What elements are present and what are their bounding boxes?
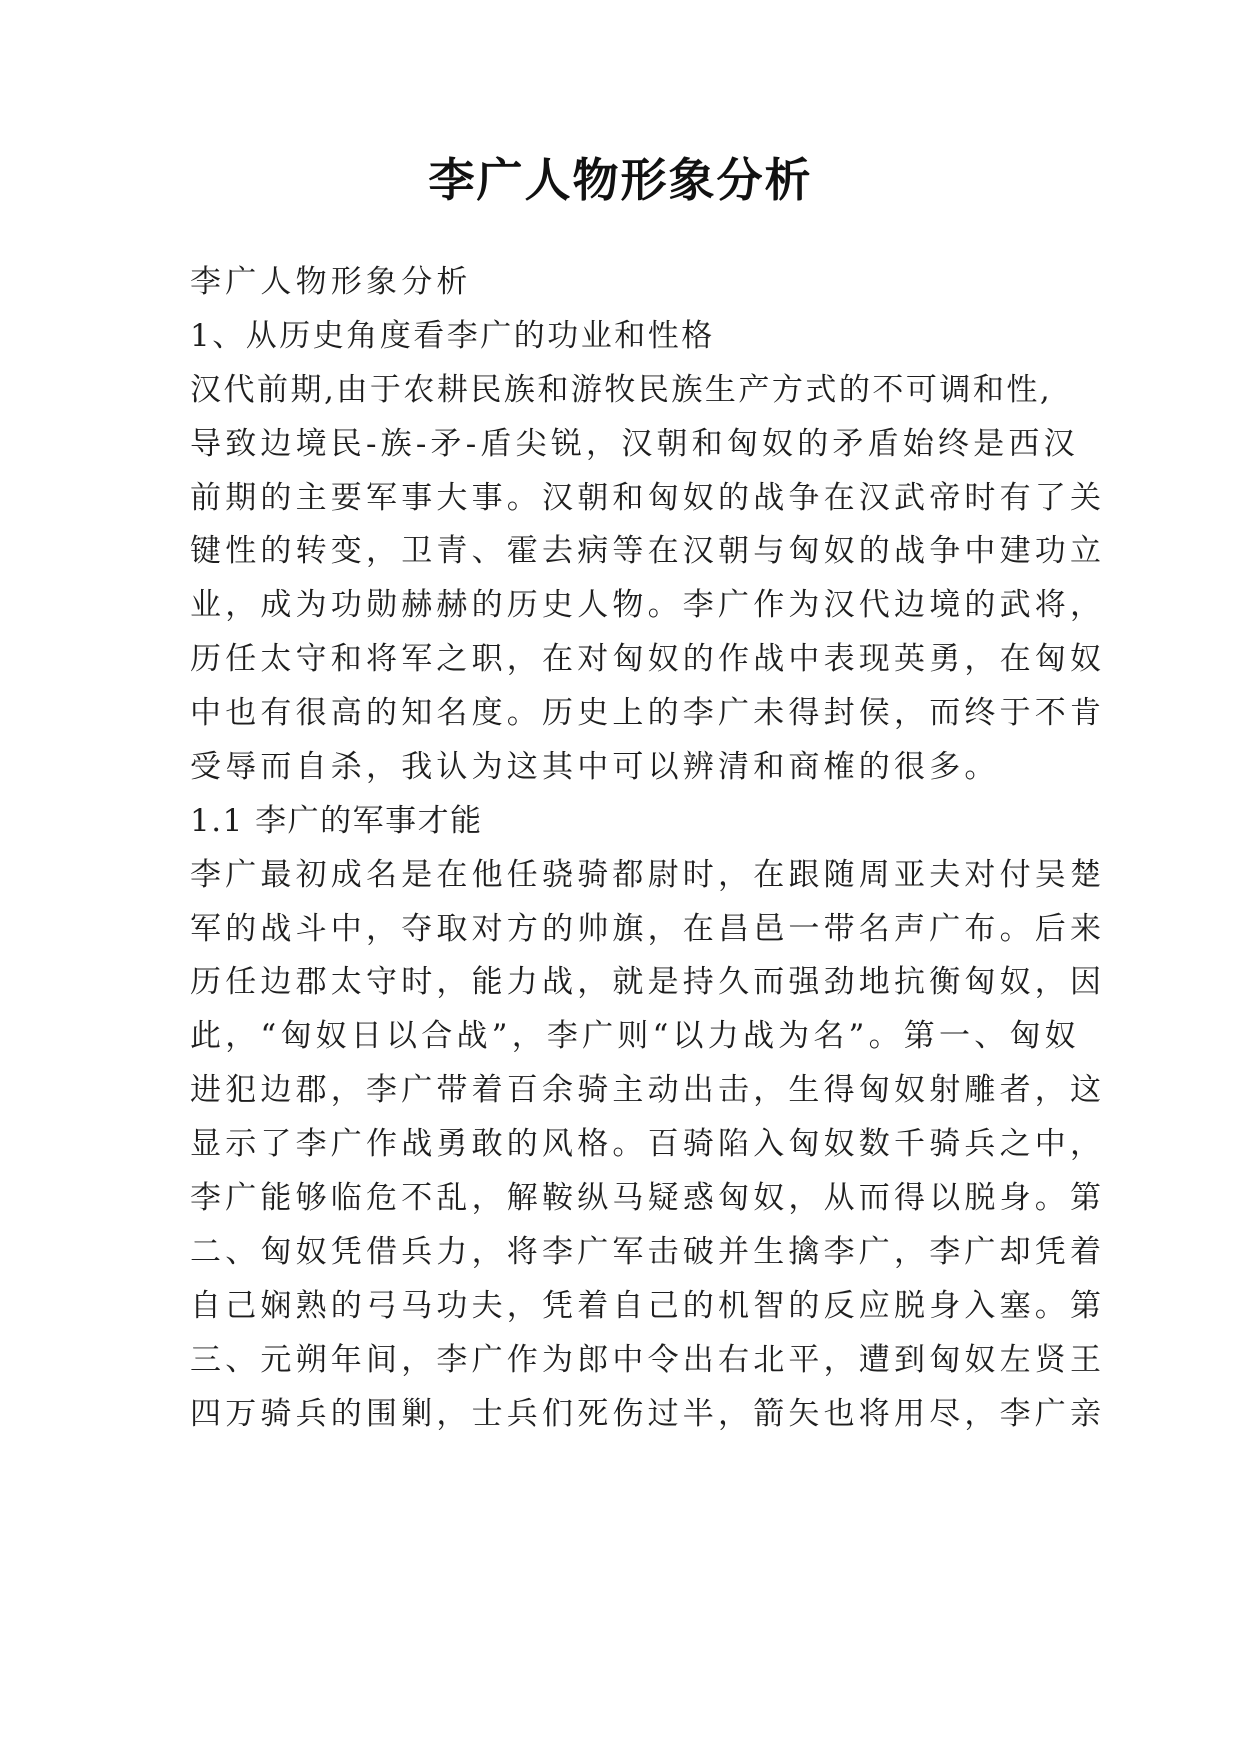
paragraph-line: 二、匈奴凭借兵力，将李广军击破并生擒李广，李广却凭着 — [190, 1234, 1106, 1270]
paragraph-line: 导致边境民-族-矛-盾尖锐，汉朝和匈奴的矛盾始终是西汉 — [190, 426, 1079, 462]
paragraph-line: 中也有很高的知名度。历史上的李广未得封侯，而终于不肯 — [190, 695, 1106, 731]
paragraph-line: 历任边郡太守时，能力战，就是持久而强劲地抗衡匈奴，因 — [190, 964, 1106, 1000]
paragraph-line: 业，成为功勋赫赫的历史人物。李广作为汉代边境的武将， — [190, 587, 1106, 623]
paragraph-line: 进犯边郡，李广带着百余骑主动出击，生得匈奴射雕者，这 — [190, 1072, 1106, 1108]
section-heading: 李广人物形象分析 — [190, 264, 472, 300]
paragraph-line: 军的战斗中，夺取对方的帅旗，在昌邑一带名声广布。后来 — [190, 911, 1106, 947]
subsection-heading: 1.1 李广的军事才能 — [190, 803, 483, 839]
paragraph-line: 三、元朔年间，李广作为郎中令出右北平，遭到匈奴左贤王 — [190, 1342, 1106, 1378]
paragraph-line: 显示了李广作战勇敢的风格。百骑陷入匈奴数千骑兵之中， — [190, 1126, 1106, 1162]
paragraph-line: 前期的主要军事大事。汉朝和匈奴的战争在汉武帝时有了关 — [190, 480, 1106, 516]
document-title: 李广人物形象分析 — [428, 153, 813, 207]
paragraph-line: 此，“匈奴日以合战”，李广则“以力战为名”。第一、匈奴 — [190, 1018, 1080, 1054]
paragraph-line: 受辱而自杀，我认为这其中可以辨清和商榷的很多。 — [190, 749, 1000, 785]
paragraph-line: 李广最初成名是在他任骁骑都尉时，在跟随周亚夫对付吴楚 — [190, 857, 1106, 893]
paragraph-line: 自己娴熟的弓马功夫，凭着自己的机智的反应脱身入塞。第 — [190, 1288, 1106, 1324]
paragraph-line: 李广能够临危不乱，解鞍纵马疑惑匈奴，从而得以脱身。第 — [190, 1180, 1106, 1216]
paragraph-line: 汉代前期,由于农耕民族和游牧民族生产方式的不可调和性, — [190, 372, 1053, 408]
paragraph-line: 历任太守和将军之职，在对匈奴的作战中表现英勇，在匈奴 — [190, 641, 1106, 677]
paragraph-line: 四万骑兵的围剿，士兵们死伤过半，箭矢也将用尽，李广亲 — [190, 1396, 1106, 1432]
section-heading: 1、从历史角度看李广的功业和性格 — [190, 318, 715, 354]
paragraph-line: 键性的转变，卫青、霍去病等在汉朝与匈奴的战争中建功立 — [190, 533, 1106, 569]
